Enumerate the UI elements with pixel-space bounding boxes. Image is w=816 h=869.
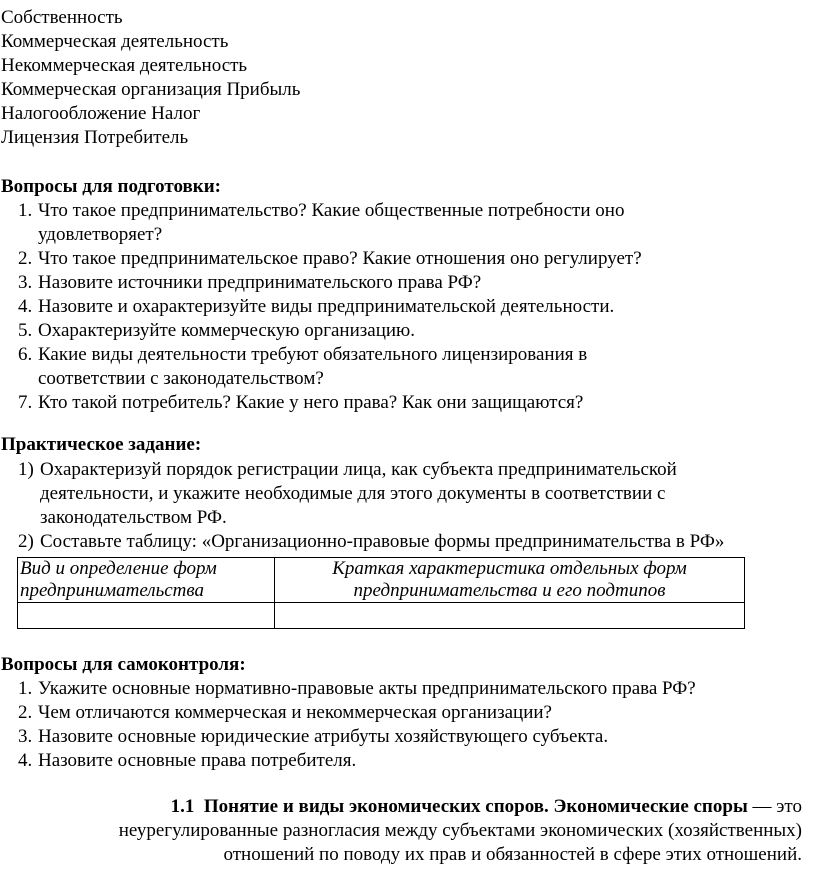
section-text: неурегулированные разногласия между субъектами экономических (хозяйственных)	[118, 820, 802, 841]
list-item	[18, 319, 642, 343]
item-number: 2)	[18, 531, 34, 552]
term-item: Некоммерческая деятельность	[1, 55, 248, 76]
list-item	[18, 295, 642, 319]
item-number: 2.	[18, 248, 33, 269]
term-item: Коммерческая деятельность	[1, 31, 229, 52]
item-number: 4.	[18, 750, 33, 771]
item-text: Назовите основные юридические атрибуты хозяйствующего субъекта.	[38, 726, 609, 747]
list-item	[18, 199, 642, 247]
list-item	[18, 271, 642, 295]
table-header-cell: Вид и определение форм предпринимательства	[18, 558, 275, 603]
item-number: 4.	[18, 296, 33, 317]
list-item	[18, 391, 642, 415]
item-text: деятельности, и укажите необходимые для этого документы в соответствии с	[40, 483, 666, 504]
practical-task-heading: Практическое задание:	[1, 434, 202, 455]
item-text: Что такое предпринимательство? Какие общественные потребности оно	[38, 200, 625, 221]
item-number: 2.	[18, 702, 33, 723]
item-text: Чем отличаются коммерческая и некоммерческая организации?	[38, 702, 552, 723]
self-control-heading: Вопросы для самоконтроля:	[1, 654, 246, 675]
table-cell	[18, 603, 275, 629]
list-item	[18, 247, 642, 271]
term-item: Налогообложение Налог	[1, 103, 201, 124]
table-header-row	[18, 558, 745, 603]
self-control-list	[18, 677, 696, 773]
list-item	[18, 530, 724, 554]
list-item	[18, 725, 696, 749]
item-number: 7.	[18, 392, 33, 413]
section-term: Экономические споры	[553, 796, 748, 817]
item-text: Назовите источники предпринимательского права РФ?	[38, 272, 482, 293]
list-item	[18, 343, 642, 391]
item-number: 6.	[18, 344, 33, 365]
section-text: отношений по поводу их прав и обязанностей в сфере этих отношений.	[223, 844, 802, 865]
term-item: Лицензия Потребитель	[1, 127, 189, 148]
item-text: Охарактеризуй порядок регистрации лица, как субъекта предпринимательской	[40, 459, 677, 480]
item-text: Какие виды деятельности требуют обязательного лицензирования в	[38, 344, 588, 365]
list-item	[18, 701, 696, 725]
term-item: Коммерческая организация Прибыль	[1, 79, 301, 100]
table-row	[18, 603, 745, 629]
section-paragraph	[30, 795, 802, 867]
prep-questions-heading: Вопросы для подготовки:	[1, 176, 222, 197]
item-text: законодательством РФ.	[40, 507, 227, 528]
item-text: Назовите и охарактеризуйте виды предпринимательской деятельности.	[38, 296, 615, 317]
item-number: 5.	[18, 320, 33, 341]
list-item	[18, 677, 696, 701]
item-text: Составьте таблицу: «Организационно-правовые формы предпринимательства в РФ»	[40, 531, 725, 552]
item-text: Укажите основные нормативно-правовые акты предпринимательского права РФ?	[38, 678, 696, 699]
business-forms-table	[17, 557, 745, 629]
terms-list	[1, 6, 300, 150]
list-item	[18, 749, 696, 773]
item-number: 1)	[18, 459, 34, 480]
table-header-cell: Краткая характеристика отдельных форм предпринимательства и его подтипов	[275, 558, 745, 603]
table-cell	[275, 603, 745, 629]
item-text: удовлетворяет?	[38, 224, 163, 245]
section-number: 1.1	[170, 796, 195, 817]
practical-task-list	[18, 458, 724, 554]
item-number: 3.	[18, 726, 33, 747]
item-text: Охарактеризуйте коммерческую организацию.	[38, 320, 415, 341]
item-text: Назовите основные права потребителя.	[38, 750, 357, 771]
prep-questions-list	[18, 199, 642, 415]
term-item: Собственность	[1, 7, 123, 28]
section-title: Понятие и виды экономических споров.	[203, 796, 549, 817]
section-text: — это	[752, 796, 802, 817]
list-item	[18, 458, 724, 530]
item-number: 1.	[18, 200, 33, 221]
item-text: соответствии с законодательством?	[38, 368, 324, 389]
item-number: 3.	[18, 272, 33, 293]
item-text: Что такое предпринимательское право? Какие отношения оно регулирует?	[38, 248, 642, 269]
item-text: Кто такой потребитель? Какие у него права? Как они защищаются?	[38, 392, 584, 413]
item-number: 1.	[18, 678, 33, 699]
